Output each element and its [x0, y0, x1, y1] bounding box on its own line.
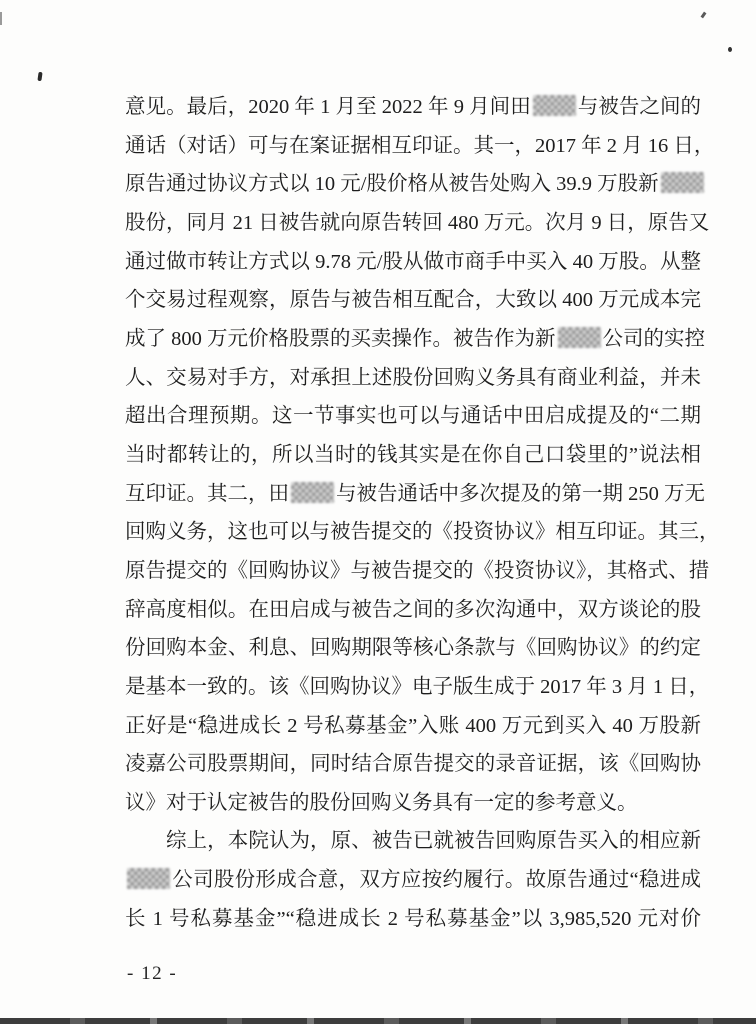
text-run: 凌嘉公司股票期间，同时结合原告提交的录音证据，该《回购协: [125, 753, 701, 776]
text-run: 个交易过程观察，原告与被告相互配合，大致以 400 万元成本完: [125, 289, 701, 312]
text-run: 人、交易对手方，对承担上述股份回购义务具有商业利益，并未: [125, 366, 701, 389]
text-line: [125, 165, 701, 204]
text-run: 公司股份形成合意，双方应按约履行。故原告通过“稳进成: [172, 869, 701, 892]
text-line: [125, 127, 715, 166]
text-run: 意见。最后，2020 年 1 月至 2022 年 9 月间田: [125, 96, 531, 118]
text-run: 是基本一致的。该《回购协议》电子版生成于 2017 年 3 月 1 日，: [125, 675, 710, 698]
redaction-blur: [558, 327, 601, 348]
text-run: 超出合理预期。这一节事实也可以与通话中田启成提及的“二期: [125, 405, 701, 428]
text-run: 综上，本院认为，原、被告已就被告回购原告买入的相应新: [166, 830, 701, 853]
text-line: [125, 359, 701, 398]
text-line: [125, 784, 701, 823]
text-line: [125, 668, 710, 707]
redaction-blur: [533, 95, 576, 116]
text-run: 互印证。其二，田: [125, 482, 289, 505]
text-line: [125, 243, 701, 282]
scan-speck: [0, 12, 2, 25]
text-run: 股份，同月 21 日被告就向原告转回 480 万元。次月 9 日，原告又: [125, 211, 710, 234]
text-line: [125, 281, 701, 320]
text-run: 通话（对话）可与在案证据相互印证。其一，2017 年 2 月 16 日，: [125, 134, 715, 157]
text-line: [125, 745, 701, 784]
text-line: [125, 320, 705, 359]
text-run: 份回购本金、利息、回购期限等核心条款与《回购协议》的约定: [125, 637, 701, 660]
text-run: 议》对于认定被告的股份回购义务具有一定的参考意义。: [125, 791, 638, 814]
text-block: [125, 88, 720, 938]
text-run: 长 1 号私募基金”“稳进成长 2 号私募基金”以 3,985,520 元对价: [125, 907, 701, 930]
text-line: [125, 629, 701, 668]
text-line: [125, 707, 701, 746]
page-number: - 12 -: [127, 963, 178, 984]
text-run: 通过做市转让方式以 9.78 元/股从做市商手中买入 40 万股。从整: [125, 250, 701, 273]
text-run: 回购义务，这也可以与被告提交的《投资协议》相互印证。其三，: [125, 521, 720, 544]
scan-edge-shadow: [0, 1018, 756, 1024]
text-line: [125, 861, 701, 900]
text-line: [125, 552, 710, 591]
scan-speck: [37, 72, 42, 81]
text-run: 辞高度相似。在田启成与被告之间的多次沟通中，双方谈论的股: [125, 598, 701, 621]
text-line: [125, 513, 720, 552]
text-run: 原告通过协议方式以 10 元/股价格从被告处购入 39.9 万股新: [125, 173, 659, 196]
text-line: [125, 88, 701, 127]
text-run: 正好是“稳进成长 2 号私募基金”入账 400 万元到买入 40 万股新: [125, 714, 701, 737]
text-line: [125, 397, 701, 436]
text-line: [125, 436, 701, 475]
text-line: [125, 204, 710, 243]
text-line: [125, 822, 701, 861]
scan-speck: [728, 47, 732, 52]
text-run: 与被告通话中多次提及的第一期 250 万无: [336, 482, 705, 505]
scan-speck: [701, 12, 707, 19]
text-run: 与被告之间的: [577, 96, 702, 118]
text-line: [125, 900, 701, 939]
redaction-blur: [291, 482, 334, 503]
redaction-blur: [661, 172, 704, 193]
redaction-blur: [127, 868, 170, 889]
text-line: [125, 591, 701, 630]
text-run: 公司的实控: [602, 327, 705, 350]
text-line: [125, 475, 705, 514]
text-run: 成了 800 万元价格股票的买卖操作。被告作为新: [125, 327, 556, 350]
text-run: 原告提交的《回购协议》与被告提交的《投资协议》，其格式、措: [125, 559, 710, 582]
text-run: 当时都转让的，所以当时的钱其实是在你自己口袋里的”说法相: [125, 443, 701, 466]
